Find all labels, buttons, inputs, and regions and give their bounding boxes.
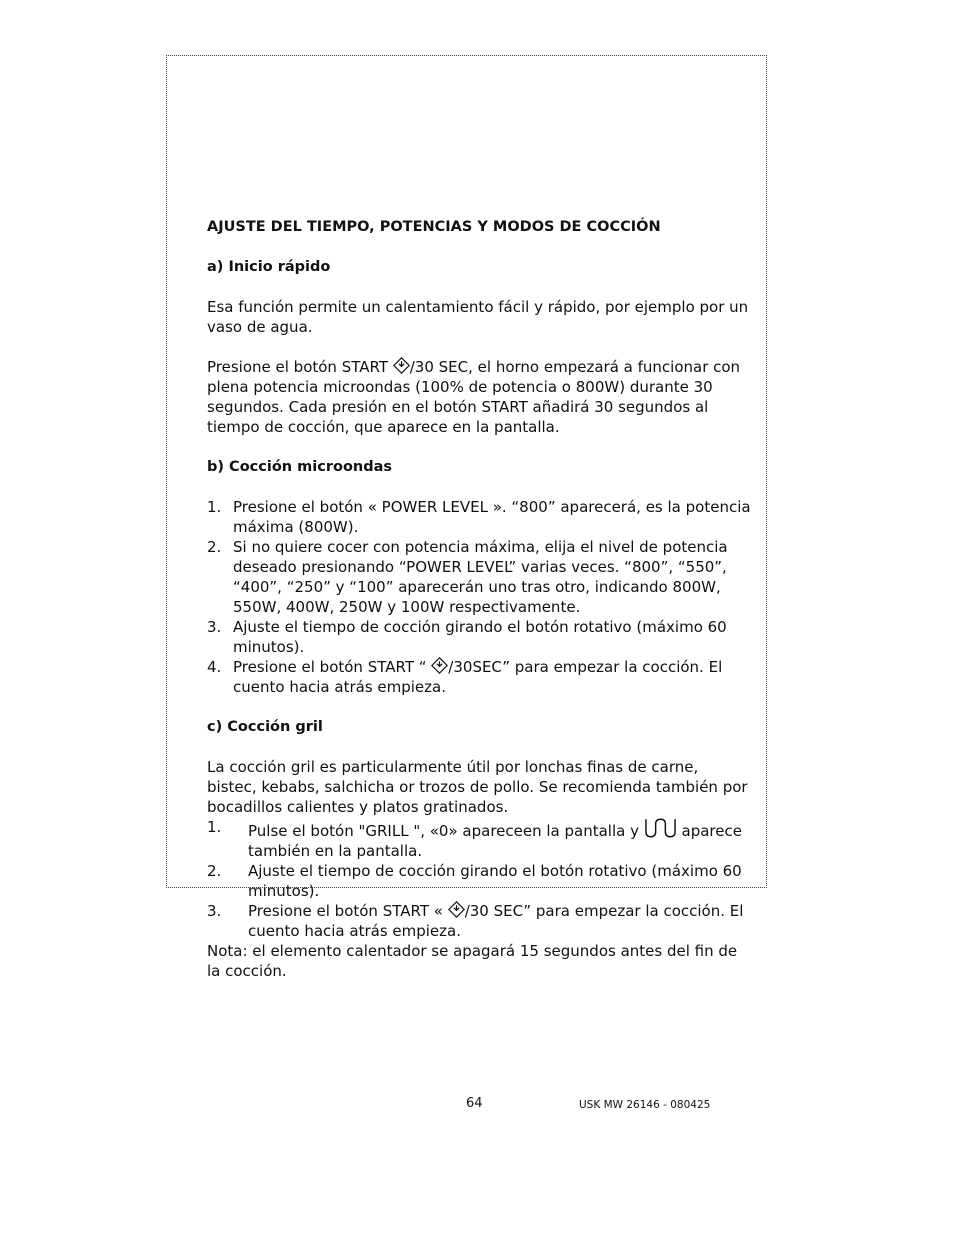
grill-element-icon [644, 817, 677, 839]
page-number: 64 [466, 1096, 483, 1111]
list-item: 3. Ajuste el tiempo de cocción girando el botón rotativo (máximo 60 minutos). [207, 618, 727, 656]
section-a-heading: a) Inicio rápido [207, 259, 331, 275]
start-diamond-icon [431, 657, 448, 674]
start-diamond-icon [393, 357, 410, 374]
note-paragraph: Nota: el elemento calentador se apagará 15 segundos antes del fin de la cocción. [207, 942, 738, 980]
section-c-heading: c) Cocción gril [207, 719, 323, 735]
document-code: USK MW 26146 - 080425 [579, 1099, 711, 1111]
section-c-steps [207, 817, 752, 941]
section-c-paragraph: La cocción gril es particularmente útil por lonchas finas de carne, bistec, kebabs, salchicha or trozos de pollo. Se recomienda también por bocadillos calientes y platos gratinados. [207, 758, 748, 816]
list-item: 2. Ajuste el tiempo de cocción girando el botón rotativo (máximo 60 minutos). [207, 862, 742, 900]
section-b-steps [207, 497, 752, 697]
section-title: AJUSTE DEL TIEMPO, POTENCIAS Y MODOS DE COCCIÓN [207, 219, 661, 235]
list-item: 1. Presione el botón « POWER LEVEL ». “800” aparecerá, es la potencia máxima (800W). [207, 498, 751, 536]
section-b-heading: b) Cocción microondas [207, 459, 393, 475]
section-a-paragraph-1: Esa función permite un calentamiento fácil y rápido, por ejemplo por un vaso de agua. [207, 298, 749, 336]
document-body [207, 217, 752, 981]
section-a-paragraph-2: Presione el botón START /30 SEC, el horno empezará a funcionar con plena potencia microondas (100% de potencia o 800W) durante 30 segundos. Cada presión en el botón START añadirá 30 segundos al tiempo de cocción, que aparece en la pantalla. [207, 358, 741, 436]
list-item: 1. Pulse el botón "GRILL ", «0» apareceen la pantalla y aparece también en la pantalla. [207, 818, 742, 860]
list-item: 4. Presione el botón START “ /30SEC” para empezar la cocción. El cuento hacia atrás empieza. [207, 658, 723, 696]
list-item: 2. Si no quiere cocer con potencia máxima, elija el nivel de potencia deseado presionando “POWER LEVEL” varias veces. “800”, “550”, “400”, “250” y “100” aparecerán uno tras otro, indicando 800W, 550W, 400W, 250W y 100W respectivamente. [207, 538, 728, 616]
start-diamond-icon [448, 901, 465, 918]
list-item: 3. Presione el botón START « /30 SEC” para empezar la cocción. El cuento hacia atrás empieza. [207, 902, 744, 940]
